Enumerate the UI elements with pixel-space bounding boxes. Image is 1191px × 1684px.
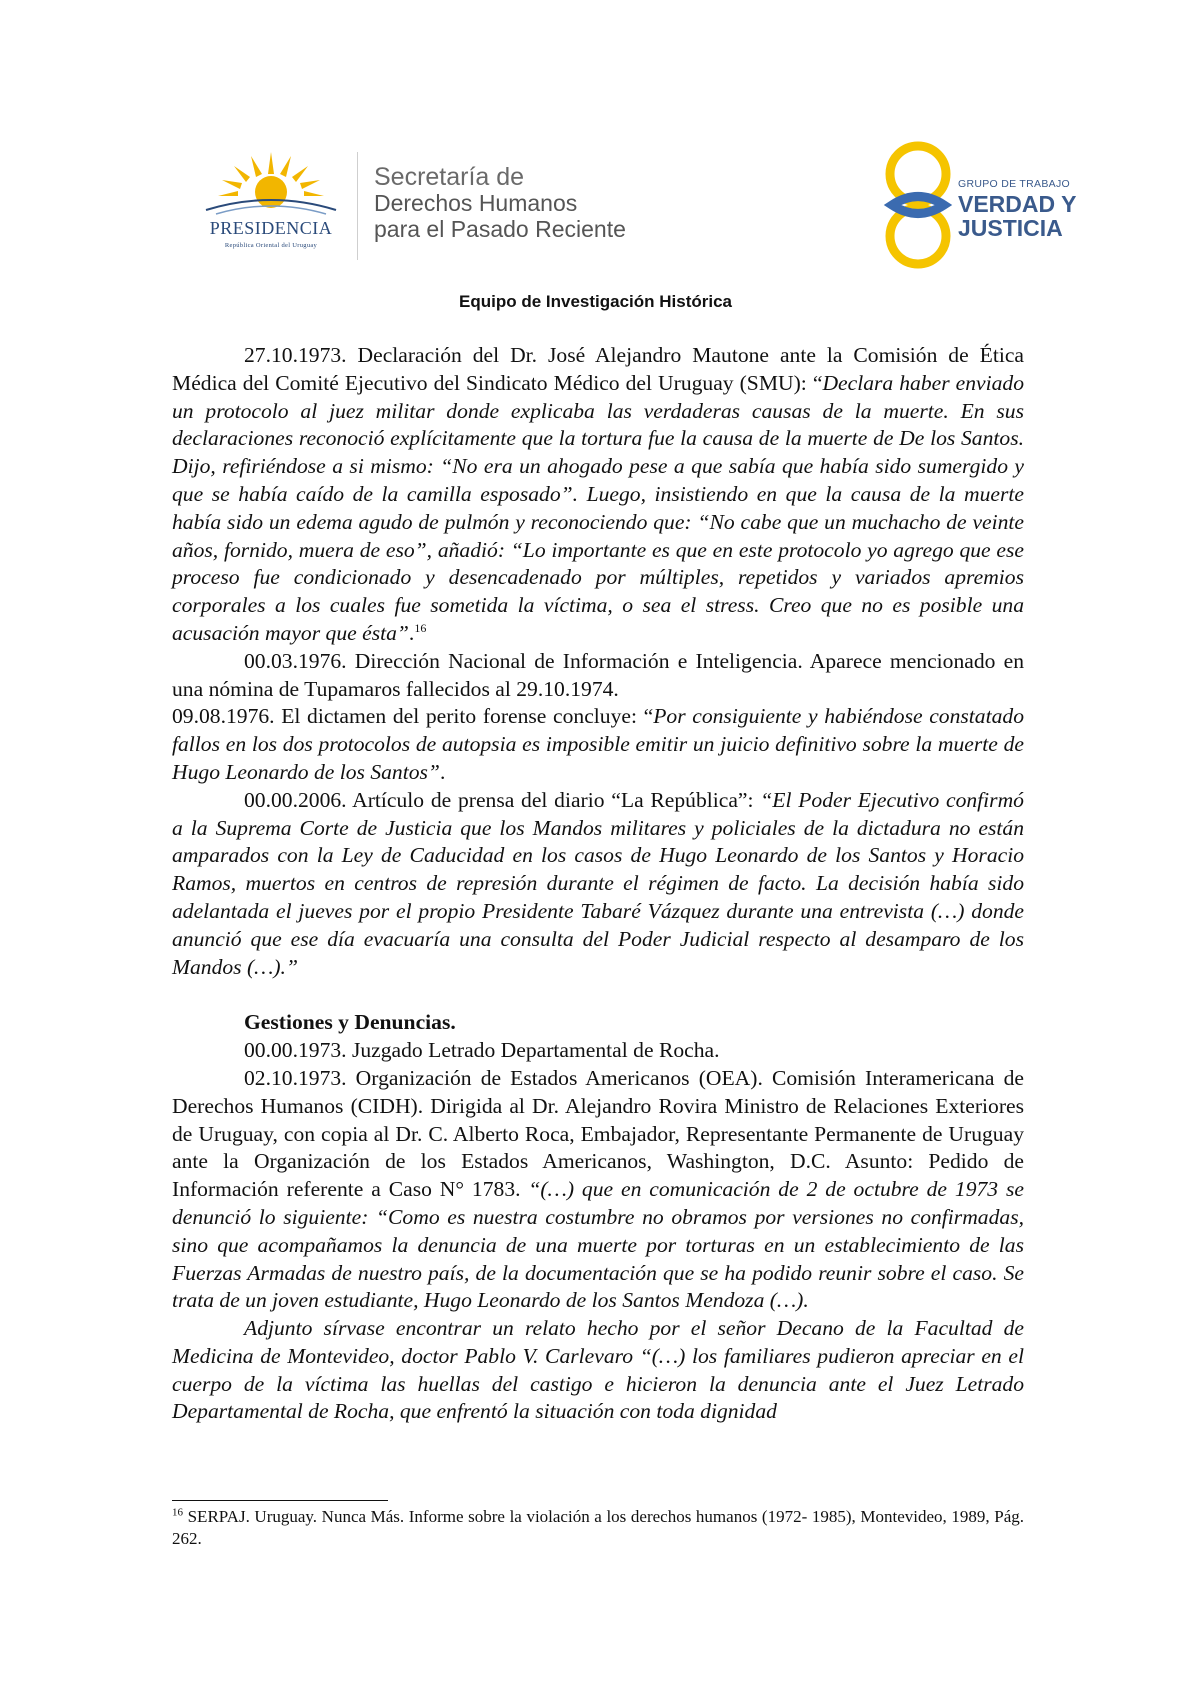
paragraph-text: . — [439, 759, 446, 784]
quote-text: Declara haber enviado un protocolo al juez militar donde explicaba las verdaderas causas de la muerte. En sus declaraciones reconoció explícitamente que la tortura fue la causa de la muerte de De los Santos. Dijo, refiriéndose a si mismo: “No era un ahogado pese a que sabía que había sido sumergido y que se había caído de la camilla esposado”. Luego, insistiendo en que la causa de la muerte había sido un edema agudo de pulmón y reconociendo que: “No cabe que un muchacho de veinte años, fornido, muera de eso”, añadió: “Lo importante es que en este protocolo yo agrego que ese proceso fue condicionado y desencadenado por múltiples, repetidos y variados apremios corporales a los cuales fue sometida la víctima, o sea el stress. Creo que no es posible una acusación mayor que ésta” — [172, 370, 1025, 645]
paragraph-text: . — [408, 620, 415, 645]
paragraph-dnii: 00.03.1976. Dirección Nacional de Información e Inteligencia. Aparece mencionado en una nómina de Tupamaros fallecidos al 29.10.1974. — [172, 648, 1024, 701]
paragraph-perito — [172, 703, 1024, 786]
document-title: Equipo de Investigación Histórica — [459, 292, 732, 311]
page-header — [0, 140, 1191, 280]
section-heading: Gestiones y Denuncias. — [244, 1010, 456, 1035]
paragraph-juzgado: 00.00.1973. Juzgado Letrado Departamental de Rocha. — [244, 1038, 720, 1063]
paragraph-text: 09.08.1976. El dictamen del perito forense concluye: “ — [172, 704, 654, 729]
secretaria-logo — [374, 164, 626, 242]
justicia-label: JUSTICIA — [958, 215, 1063, 241]
presidencia-subtitle: República Oriental del Uruguay — [224, 242, 318, 249]
rings-icon — [880, 140, 960, 270]
secretaria-line-1: Secretaría de — [374, 163, 525, 191]
quote-text: Adjunto sírvase encontrar un relato hecho por el señor Decano de la Facultad de Medicina de Montevideo, doctor Pablo V. Carlevaro “(…) los familiares pudieron apreciar en el cuerpo de la víctima las huellas del castigo e hicieron la denuncia ante el Juez Letrado Departamental de Rocha, que enfrentó la situación con toda dignidad — [172, 1316, 1024, 1424]
presidencia-name: PRESIDENCIA — [209, 218, 333, 238]
verdad-y-label: VERDAD Y — [958, 191, 1077, 217]
secretaria-line-3: para el Pasado Reciente — [374, 216, 626, 242]
footnote-number: 16 — [172, 1506, 183, 1519]
quote-text: “El Poder Ejecutivo confirmó a la Suprema Corte de Justicia que los Mandos militares y policiales de la dictadura no están amparados con la Ley de Caducidad en los casos de Hugo Leonardo de los Santos y Horacio Ramos, muertos en centros de represión durante el régimen de facto. La decisión había sido adelantada el jueves por el propio Presidente Tabaré Vázquez durante una entrevista (…) donde anunció que ese día evacuaría una consulta del Poder Judicial respecto al desamparo de los Mandos (…).” — [172, 787, 1024, 979]
paragraph-republica — [172, 787, 1024, 982]
footnote-ref: 16 — [414, 620, 427, 635]
header-divider — [357, 152, 358, 260]
paragraph-text: 00.00.2006. Artículo de prensa del diario “La República”: — [244, 787, 761, 812]
grupo-label: GRUPO DE TRABAJO — [958, 178, 1070, 190]
paragraph-text: 02.10.1973. Organización de Estados Americanos (OEA). Comisión Interamericana de Derechos Humanos (CIDH). Dirigida al Dr. Alejandro Rovira Ministro de Relaciones Exteriores de Uruguay, con copia al Dr. C. Alberto Roca, Embajador, Representante Permanente de Uruguay ante la Organización de los Estados Americanos, Washington, D.C. Asunto: Pedido de Información referente a Caso N° 1783. — [172, 1065, 1024, 1202]
footnote — [172, 1506, 1024, 1550]
quote-text: “(…) que en comunicación de 2 de octubre de 1973 se denunció lo siguiente: “Como es nuestra costumbre no obramos por versiones no confirmadas, sino que acompañamos la denuncia de una muerte por torturas en un establecimiento de las Fuerzas Armadas de nuestro país, de la documentación que se ha podido reunir sobre el caso. Se trata de un joven estudiante, Hugo Leonardo de los Santos Mendoza (…). — [172, 1177, 1024, 1313]
paragraph-adjunto — [172, 1315, 1024, 1426]
paragraph-mautone — [172, 342, 1024, 648]
quote-text: Por consiguiente y habiéndose constatado fallos en los dos protocolos de autopsia es imposible emitir un juicio definitivo sobre la muerte de Hugo Leonardo de los Santos” — [172, 704, 1024, 784]
footnote-text: SERPAJ. Uruguay. Nunca Más. Informe sobre la violación a los derechos humanos (1972- 1985), Montevideo, 1989, Pág. 262. — [172, 1507, 1024, 1548]
presidencia-logo — [196, 150, 356, 260]
paragraph-oea — [172, 1065, 1024, 1315]
verdad-justicia-logo — [880, 140, 1090, 270]
paragraph-text: 27.10.1973. Declaración del Dr. José Alejandro Mautone ante la Comisión de Ética Médica del Comité Ejecutivo del Sindicato Médico del Uruguay (SMU): “ — [172, 343, 1024, 395]
document-body — [172, 342, 1024, 1426]
sun-icon — [196, 150, 346, 220]
secretaria-line-2: Derechos Humanos — [374, 190, 578, 216]
footnote-divider — [172, 1500, 388, 1501]
